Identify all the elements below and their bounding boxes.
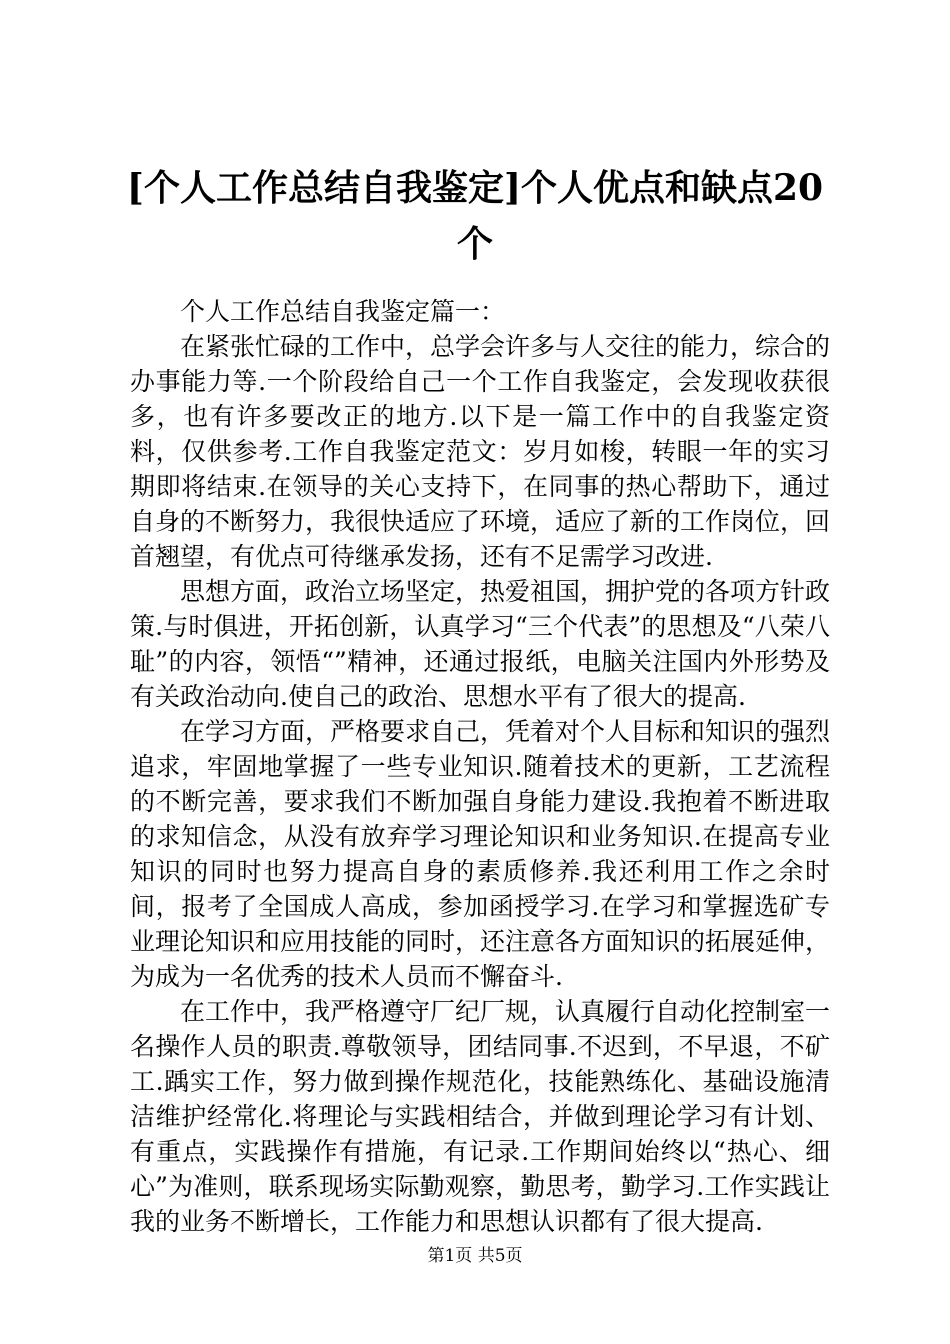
page-number-footer: 第1页 共5页 [427, 1246, 523, 1266]
paragraph-thought: 思想方面，政治立场坚定，热爱祖国，拥护党的各项方针政策.与时俱进，开拓创新，认真学习“三个代表”的思想及“八荣八耻”的内容，领悟“”精神，还通过报纸，电脑关注国内外形势及有关政治动向.使自己的政治、思想水平有了很大的提高. [130, 577, 831, 711]
paragraph-intro: 在紧张忙碌的工作中，总学会许多与人交往的能力，综合的办事能力等.一个阶段给自己一个工作自我鉴定，会发现收获很多，也有许多要改正的地方.以下是一篇工作中的自我鉴定资料，仅供参考.工作自我鉴定范文：岁月如梭，转眼一年的实习期即将结束.在领导的关心支持下，在同事的热心帮助下，通过自身的不断努力，我很快适应了环境，适应了新的工作岗位，回首翘望，有优点可待继承发扬，还有不足需学习改进. [130, 332, 831, 571]
document-title: [个人工作总结自我鉴定]个人优点和缺点20个 [126, 167, 824, 265]
document-body [130, 294, 830, 1239]
paragraph-work: 在工作中，我严格遵守厂纪厂规，认真履行自动化控制室一名操作人员的职责.尊敬领导，团结同事.不迟到，不早退，不矿工.踽实工作，努力做到操作规范化，技能熟练化、基础设施清洁维护经常化.将理论与实践相结合，并做到理论学习有计划、有重点，实践操作有措施，有记录.工作期间始终以“热心、细心”为准则，联系现场实际勤观察，勤思考，勤学习.工作实践让我的业务不断增长，工作能力和思想认识都有了很大提高. [130, 997, 831, 1236]
paragraph-study: 在学习方面，严格要求自己，凭着对个人目标和知识的强烈追求，牢固地掌握了一些专业知识.随着技术的更新，工艺流程的不断完善，要求我们不断加强自身能力建设.我抱着不断进取的求知信念，从没有放弃学习理论知识和业务知识.在提高专业知识的同时也努力提高自身的素质修养.我还利用工作之余时间，报考了全国成人高成，参加函授学习.在学习和掌握选矿专业理论知识和应用技能的同时，还注意各方面知识的拓展延伸，为成为一名优秀的技术人员而不懈奋斗. [130, 717, 831, 991]
paragraph-heading: 个人工作总结自我鉴定篇一： [180, 297, 506, 326]
